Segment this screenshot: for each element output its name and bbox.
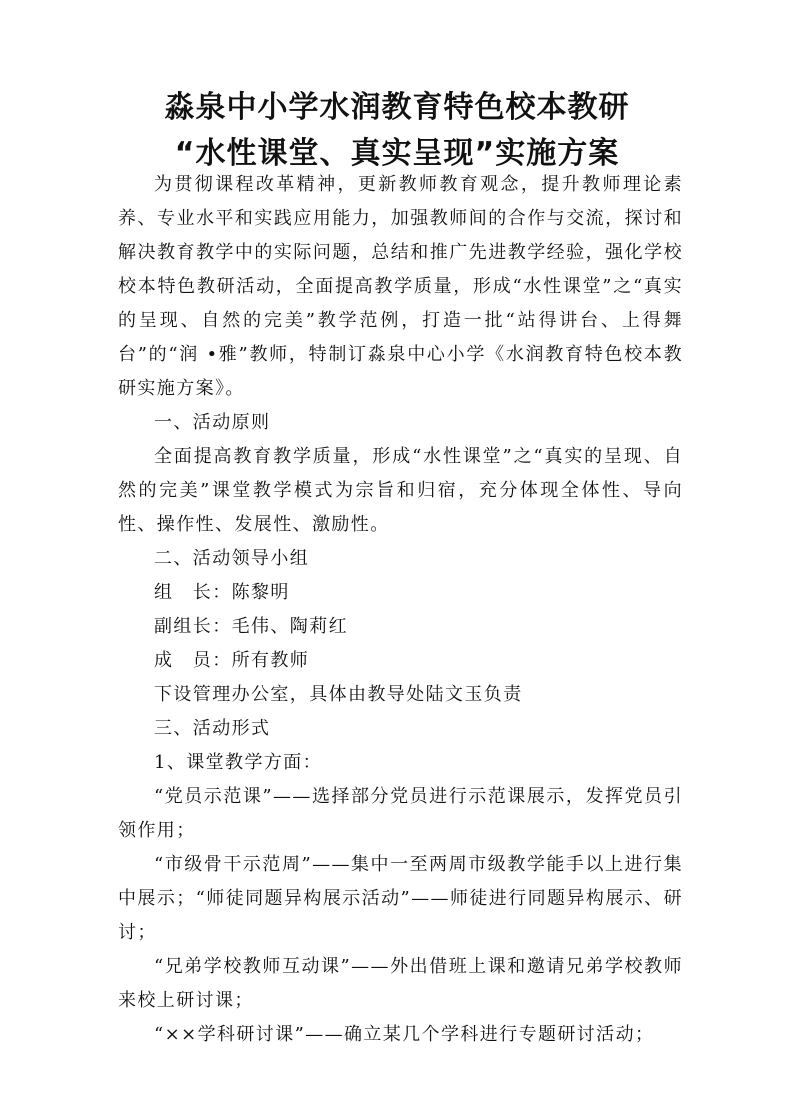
section-heading-forms: 三、活动形式	[154, 718, 271, 739]
intro-paragraph: 为贯彻课程改革精神，更新教师教育观念，提升教师理论素养、专业水平和实践应用能力，加强教师间的合作与交流，探讨和解决教育教学中的实际问题，总结和推广先进教学经验，强化学校校本特色教研活动，全面提高教学质量，形成“水性课堂”之“真实的呈现、自然的完美”教学范例，打造一批“站得讲台、上得舞台”的“润 •雅”教师，特制订淼泉中心小学《水润教育特色校本教研实施方案》。	[118, 174, 683, 399]
section-heading-principles: 一、活动原则	[154, 412, 271, 433]
document-title-line-1: 淼泉中小学水润教育特色校本教研	[164, 90, 630, 125]
section-heading-leadership: 二、活动领导小组	[154, 548, 310, 569]
leader-line: 组 长：陈黎明	[154, 582, 290, 603]
office-line: 下设管理办公室，具体由教导处陆文玉负责	[154, 684, 523, 705]
document-title-line-2: “水性课堂、真实呈现”实施方案	[174, 136, 620, 171]
list-item: “××学科研讨课”——确立某几个学科进行专题研讨活动；	[154, 1024, 655, 1045]
members-line: 成 员：所有教师	[154, 650, 310, 671]
list-item: “市级骨干示范周”——集中一至两周市级教学能手以上进行集中展示；“师徒同题异构展示活动”——师徒进行同题异构展示、研讨；	[118, 854, 683, 943]
subsection-classroom: 1、课堂教学方面：	[154, 752, 323, 773]
document-body	[118, 168, 683, 1052]
list-item: “党员示范课”——选择部分党员进行示范课展示，发挥党员引领作用；	[118, 786, 683, 841]
principles-paragraph: 全面提高教育教学质量，形成“水性课堂”之“真实的呈现、自然的完美”课堂教学模式为宗旨和归宿，充分体现全体性、导向性、操作性、发展性、激励性。	[118, 446, 683, 535]
list-item: “兄弟学校教师互动课”——外出借班上课和邀请兄弟学校教师来校上研讨课；	[118, 956, 683, 1011]
deputy-leader-line: 副组长：毛伟、陶莉红	[154, 616, 348, 637]
